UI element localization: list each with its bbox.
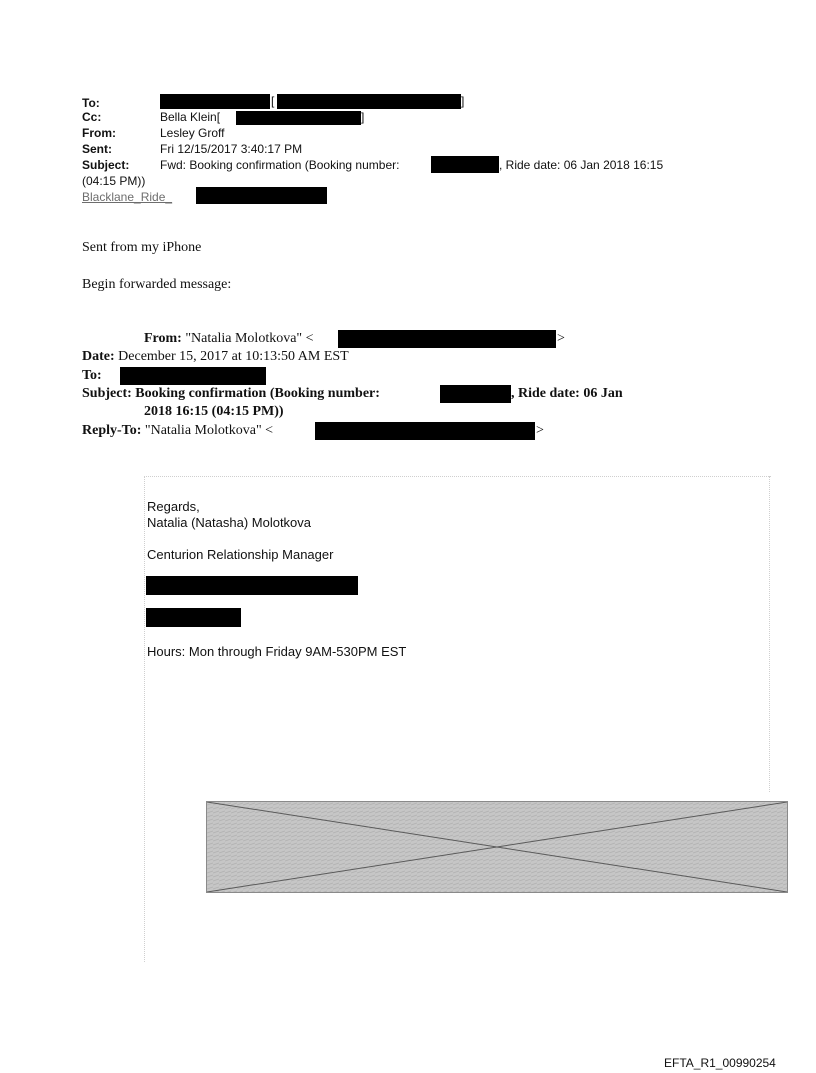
image-placeholder — [206, 801, 788, 893]
redaction — [236, 111, 361, 125]
fwd-from-value: "Natalia Molotkova" < — [185, 331, 314, 346]
cc-bracket-close: ] — [361, 110, 365, 124]
fwd-replyto-value: "Natalia Molotkova" < — [144, 423, 274, 438]
subject-value-continuation: (04:15 PM)) — [82, 174, 146, 188]
fwd-replyto-close: > — [536, 423, 544, 438]
cc-value: Bella Klein[ — [160, 110, 221, 124]
redaction — [277, 94, 461, 109]
to-bracket-close: ] — [461, 94, 465, 108]
redaction — [338, 330, 556, 348]
fwd-subject-continuation: 2018 16:15 (04:15 PM)) — [144, 404, 284, 419]
to-bracket-open: [ — [271, 94, 275, 108]
fwd-date-value: December 15, 2017 at 10:13:50 AM EST — [118, 349, 349, 364]
cc-label: Cc: — [82, 110, 102, 124]
redaction — [196, 187, 327, 204]
fwd-date-row — [82, 349, 349, 365]
fwd-date-label: Date: — [82, 349, 115, 364]
signature-title: Centurion Relationship Manager — [147, 547, 334, 562]
redaction — [146, 608, 241, 627]
from-value: Lesley Groff — [160, 126, 225, 140]
sent-value: Fri 12/15/2017 3:40:17 PM — [160, 142, 303, 156]
signature-panel-right-border — [769, 476, 770, 792]
subject-value-part1: Fwd: Booking confirmation (Booking number: — [160, 158, 400, 172]
redaction — [440, 385, 511, 403]
fwd-subject-row — [82, 386, 380, 402]
signature-regards: Regards, — [147, 499, 200, 514]
fwd-subject-part2: , Ride date: 06 Jan — [511, 386, 623, 401]
signature-hours: Hours: Mon through Friday 9AM-530PM EST — [147, 644, 407, 659]
to-label: To: — [82, 96, 100, 110]
image-placeholder-cross-icon — [207, 802, 787, 892]
redaction — [431, 156, 499, 173]
sent-from-line: Sent from my iPhone — [82, 240, 202, 255]
bates-number: EFTA_R1_00990254 — [664, 1056, 776, 1070]
subject-value-part2: , Ride date: 06 Jan 2018 16:15 — [499, 158, 664, 172]
redaction — [160, 94, 270, 109]
fwd-replyto-label: Reply-To: — [82, 423, 142, 438]
attachment-link[interactable]: Blacklane_Ride_ — [82, 190, 173, 204]
fwd-from-close: > — [557, 331, 565, 346]
fwd-subject-label: Subject: — [82, 386, 132, 401]
fwd-from-row — [144, 331, 314, 347]
begin-forwarded-line: Begin forwarded message: — [82, 277, 232, 292]
sent-label: Sent: — [82, 142, 112, 156]
fwd-to-label: To: — [82, 368, 102, 383]
fwd-subject-part1: Booking confirmation (Booking number: — [135, 386, 380, 401]
fwd-from-label: From: — [144, 331, 182, 346]
fwd-replyto-row — [82, 423, 273, 439]
redaction — [120, 367, 266, 385]
from-label: From: — [82, 126, 116, 140]
redaction — [146, 576, 358, 595]
signature-name: Natalia (Natasha) Molotkova — [147, 515, 312, 530]
subject-label: Subject: — [82, 158, 130, 172]
redaction — [315, 422, 535, 440]
